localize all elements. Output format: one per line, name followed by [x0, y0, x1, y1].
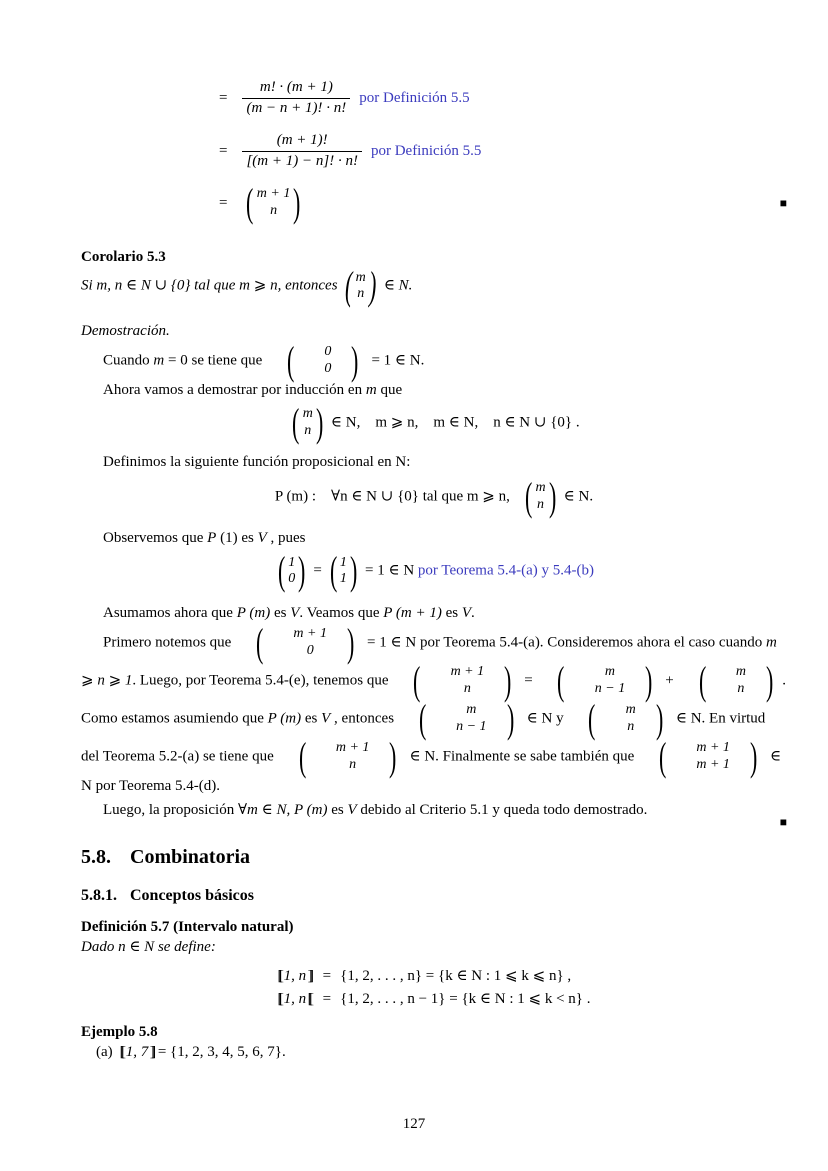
binomial-stack [255, 186, 293, 219]
binomial-top: m + 1 [335, 739, 370, 755]
definition-5-5-link[interactable]: por Definición 5.5 [359, 89, 470, 106]
example-title: Ejemplo 5.8 [81, 1024, 158, 1041]
paren-open-icon: ( [256, 619, 264, 665]
math-var: m ⩾ n ⩾ 1 [81, 633, 777, 688]
paren-close-icon: ) [655, 695, 664, 741]
equals-sign: = [313, 562, 322, 579]
double-bracket-open: [[ [277, 968, 281, 985]
fraction [242, 78, 350, 118]
fraction-numerator: (m + 1)! [276, 132, 328, 148]
text-run: = 1 ∈ N. [371, 351, 425, 368]
proof-paragraph-5 [81, 603, 787, 623]
text-run: = 0 se tiene que [164, 351, 263, 368]
paren-open-icon: ( [287, 337, 295, 383]
section-title: Combinatoria [130, 846, 250, 868]
double-bracket-open: [[ [277, 990, 281, 1007]
paren-close-icon: ) [389, 733, 397, 779]
double-bracket-open: [[ [307, 990, 311, 1007]
paren-close-icon: ) [293, 180, 301, 225]
binomial-stack [301, 406, 315, 439]
binomial-top: 1 [288, 554, 296, 570]
equals-sign: = [219, 142, 228, 159]
binomial-bottom: m + 1 [696, 756, 730, 772]
binomial-coefficient [329, 548, 359, 594]
text-run: ∈ N y [526, 709, 564, 726]
equals-sign: = [322, 990, 332, 1007]
paren-close-icon: ) [298, 548, 306, 594]
paren-close-icon: ) [351, 337, 359, 383]
binomial-coefficient [291, 399, 324, 445]
binomial-coefficient [524, 474, 557, 519]
subsection-heading [81, 885, 787, 907]
equation-text: ∈ N, m ⩾ n, m ∈ N, n ∈ N ∪ {0} . [330, 414, 580, 431]
paren-open-icon: ( [277, 548, 286, 594]
proof-paragraph-7 [81, 800, 787, 829]
math-var: ∀m ∈ N, P (m) [237, 801, 328, 818]
interval-body: 1, 7 [125, 1044, 149, 1061]
binomial-top: m [535, 480, 546, 496]
binomial-stack [571, 664, 627, 697]
paren-open-icon: ( [345, 263, 353, 309]
display-equation-1 [81, 399, 787, 445]
equation-text: ∈ N. [563, 488, 594, 505]
math-var: P (m + 1) [383, 605, 442, 622]
binomial-coefficient [401, 695, 520, 741]
qed-symbol: ■ [779, 195, 787, 210]
paren-close-icon: ) [504, 657, 512, 703]
paren-close-icon: ) [315, 399, 324, 445]
double-bracket-close: ]] [307, 968, 311, 985]
text-run: Asumamos ahora que [103, 605, 237, 622]
paren-close-icon: ) [368, 263, 377, 309]
proof-paragraph-1 [81, 337, 787, 383]
text-run: , entonces [330, 709, 395, 726]
binomial-coefficient [277, 548, 307, 594]
teorema-5-4-link[interactable]: por Teorema 5.4-(a) y 5.4-(b) [417, 562, 595, 579]
paren-open-icon: ( [588, 695, 596, 741]
text-run: que [376, 381, 403, 398]
interval-notation [277, 988, 313, 1011]
text-run: es [270, 605, 291, 622]
proof-paragraph-3: Definimos la siguiente función proposicional en N: [103, 453, 411, 470]
display-equation-2 [81, 474, 787, 519]
definition-equations [81, 965, 787, 1010]
binomial-top: m [735, 663, 746, 679]
equation-text: = 1 ∈ N [365, 562, 415, 579]
math-var: m [365, 381, 377, 398]
text-run: es [301, 709, 322, 726]
binomial-stack [533, 480, 547, 513]
interval-notation [277, 965, 313, 988]
paren-open-icon: ( [557, 657, 565, 703]
binomial-stack [338, 555, 349, 588]
text-run: . Luego, por Teorema 5.4-(e), tenemos que [132, 671, 389, 688]
binomial-bottom: 1 [339, 571, 347, 587]
paren-close-icon: ) [347, 619, 355, 665]
binomial-stack [354, 270, 368, 303]
corollary-title: Corolario 5.3 [81, 249, 166, 265]
math-var: P [207, 530, 217, 546]
binomial-bottom: n − 1 [594, 680, 626, 696]
math-var: V [321, 709, 331, 726]
binomial-bottom: 0 [288, 571, 296, 587]
binomial-stack [269, 626, 329, 659]
math-var: P (m) [236, 605, 271, 622]
paren-open-icon: ( [298, 733, 306, 779]
section-heading [81, 844, 787, 871]
interval-body: 1, n [283, 990, 307, 1007]
text-run: Luego, la proposición [103, 801, 238, 818]
plus-sign: + [665, 671, 674, 688]
binomial-coefficient [395, 657, 517, 703]
binomial-bottom: n [737, 680, 745, 696]
equals-sign: = [219, 89, 228, 106]
text-run: , pues [266, 530, 306, 546]
text-run: es [441, 605, 462, 622]
binomial-stack [432, 702, 488, 735]
fraction-numerator: m! · (m + 1) [259, 79, 333, 95]
binomial-bottom: 0 [324, 360, 332, 376]
text-run: . Veamos que [299, 605, 384, 622]
corollary-text-post: ∈ N. [383, 277, 413, 294]
binomial-coefficient [238, 619, 360, 665]
math-var: P (m) [267, 709, 302, 726]
binomial-stack [712, 664, 748, 697]
derivation-line-2 [81, 131, 787, 171]
math-var: m [153, 351, 165, 368]
binomial-top: m [302, 406, 313, 422]
math-var: V [290, 605, 300, 622]
math-var: V [257, 530, 267, 546]
subsection-title: Conceptos básicos [130, 887, 255, 904]
paren-close-icon: ) [766, 657, 774, 703]
example-item-a [81, 1042, 787, 1062]
text-run: debido al Criterio 5.1 y queda todo demostrado. [356, 801, 648, 818]
binomial-stack [300, 344, 333, 377]
display-equation-3 [81, 548, 787, 594]
binomial-coefficient [281, 733, 403, 779]
text-run: . [471, 605, 475, 622]
math-var: V [347, 801, 357, 818]
paren-open-icon: ( [525, 474, 533, 519]
paren-open-icon: ( [246, 180, 254, 225]
text-run: ∈ N. En virtud del Teorema 5.2-(a) se tiene que [81, 709, 766, 764]
binomial-bottom: n [349, 756, 357, 772]
subsection-number: 5.8.1. [81, 887, 117, 904]
definition-intro: Dado n ∈ N se define: [81, 938, 216, 955]
binomial-top: m [355, 269, 366, 285]
binomial-top: 0 [324, 343, 332, 359]
page-content [81, 0, 787, 1063]
paren-close-icon: ) [645, 657, 653, 703]
text-run: ∈ N. Finalmente se sabe también que [409, 747, 635, 764]
set-expression: {1, 2, . . . , n} = {k ∈ N : 1 ⩽ k ⩽ n} , [340, 968, 572, 985]
text-run: Primero notemos que [103, 633, 232, 650]
paren-open-icon: ( [659, 733, 667, 779]
definition-5-5-link[interactable]: por Definición 5.5 [370, 142, 482, 159]
paren-close-icon: ) [749, 733, 758, 779]
section-number: 5.8. [81, 846, 111, 868]
text-run: Cuando [103, 351, 154, 368]
binomial-coefficient [539, 657, 658, 703]
paren-close-icon: ) [506, 695, 514, 741]
proof-paragraph-6 [81, 619, 787, 796]
binomial-top: 1 [339, 554, 347, 570]
definition-title: Definición 5.7 (Intervalo natural) [81, 918, 294, 935]
item-label: (a) [96, 1044, 113, 1061]
text-run: Observemos que [103, 530, 208, 546]
math-var: V [461, 605, 472, 622]
set-expression: = {1, 2, 3, 4, 5, 6, 7}. [157, 1044, 286, 1061]
binomial-coefficient [570, 695, 669, 741]
text-run: es [327, 801, 348, 818]
text-run: Ahora vamos a demostrar por inducción en [103, 381, 366, 398]
binomial-bottom: n [270, 203, 278, 218]
binomial-top: m [466, 701, 477, 717]
binomial-stack [602, 702, 638, 735]
binomial-coefficient [245, 180, 301, 225]
set-expression: {1, 2, . . . , n − 1} = {k ∈ N : 1 ⩽ k < n} . [340, 990, 591, 1007]
binomial-top: m [604, 663, 616, 679]
binomial-bottom: n [627, 718, 635, 734]
paren-open-icon: ( [698, 657, 706, 703]
fraction [242, 131, 361, 171]
equals-sign: = [524, 671, 533, 688]
binomial-bottom: n [463, 680, 471, 696]
binomial-bottom: 0 [306, 642, 314, 658]
text-run: . Como estamos asumiendo que [81, 671, 787, 726]
text-run: ∈ N por Teorema 5.4-(d). [81, 747, 782, 794]
binomial-bottom: n [304, 422, 312, 438]
paren-close-icon: ) [548, 474, 556, 519]
paren-open-icon: ( [292, 399, 300, 445]
binomial-coefficient [344, 263, 377, 309]
equals-sign: = [322, 968, 332, 985]
corollary-statement [81, 263, 787, 309]
binomial-stack [672, 740, 732, 773]
binomial-bottom: n [357, 286, 365, 302]
fraction-denominator: (m − n + 1)! · n! [242, 98, 350, 119]
interval-body: 1, n [283, 968, 307, 985]
paren-open-icon: ( [418, 695, 427, 741]
text-run: (1) es [216, 530, 258, 546]
binomial-coefficient [269, 337, 365, 383]
binomial-bottom: n − 1 [456, 718, 487, 734]
binomial-top: m + 1 [450, 663, 485, 679]
proof-label: Demostración. [81, 323, 170, 340]
paren-close-icon: ) [349, 548, 358, 594]
derivation-block [81, 78, 787, 225]
binomial-coefficient [641, 733, 763, 779]
binomial-top: m [625, 701, 636, 717]
equation-text: P (m) : ∀n ∈ N ∪ {0} tal que m ⩾ n, [274, 488, 518, 505]
binomial-stack [312, 740, 372, 773]
binomial-coefficient [681, 657, 780, 703]
derivation-line-3 [81, 180, 787, 225]
qed-symbol: ■ [779, 814, 787, 829]
paren-open-icon: ( [329, 548, 337, 594]
binomial-top: m + 1 [256, 186, 291, 202]
binomial-stack [427, 664, 487, 697]
proof-paragraph-2 [81, 380, 787, 400]
corollary-text-pre: Si m, n ∈ N ∪ {0} tal que m ⩾ n, entonces [81, 277, 338, 294]
derivation-line-1 [81, 78, 787, 118]
equals-sign: = [219, 194, 228, 211]
page-number: 127 [402, 1116, 426, 1132]
binomial-top: m + 1 [696, 739, 730, 755]
proof-paragraph-4 [81, 528, 787, 548]
double-bracket-open: [[ [119, 1044, 123, 1061]
binomial-bottom: n [537, 497, 545, 512]
fraction-denominator: [(m + 1) − n]! · n! [242, 151, 361, 172]
text-run: = 1 ∈ N por Teorema 5.4-(a). Consideremos ahora el caso cuando [367, 633, 766, 650]
binomial-stack [286, 555, 297, 588]
double-bracket-close: ]] [149, 1044, 153, 1061]
binomial-top: m + 1 [293, 625, 327, 641]
paren-open-icon: ( [413, 657, 421, 703]
